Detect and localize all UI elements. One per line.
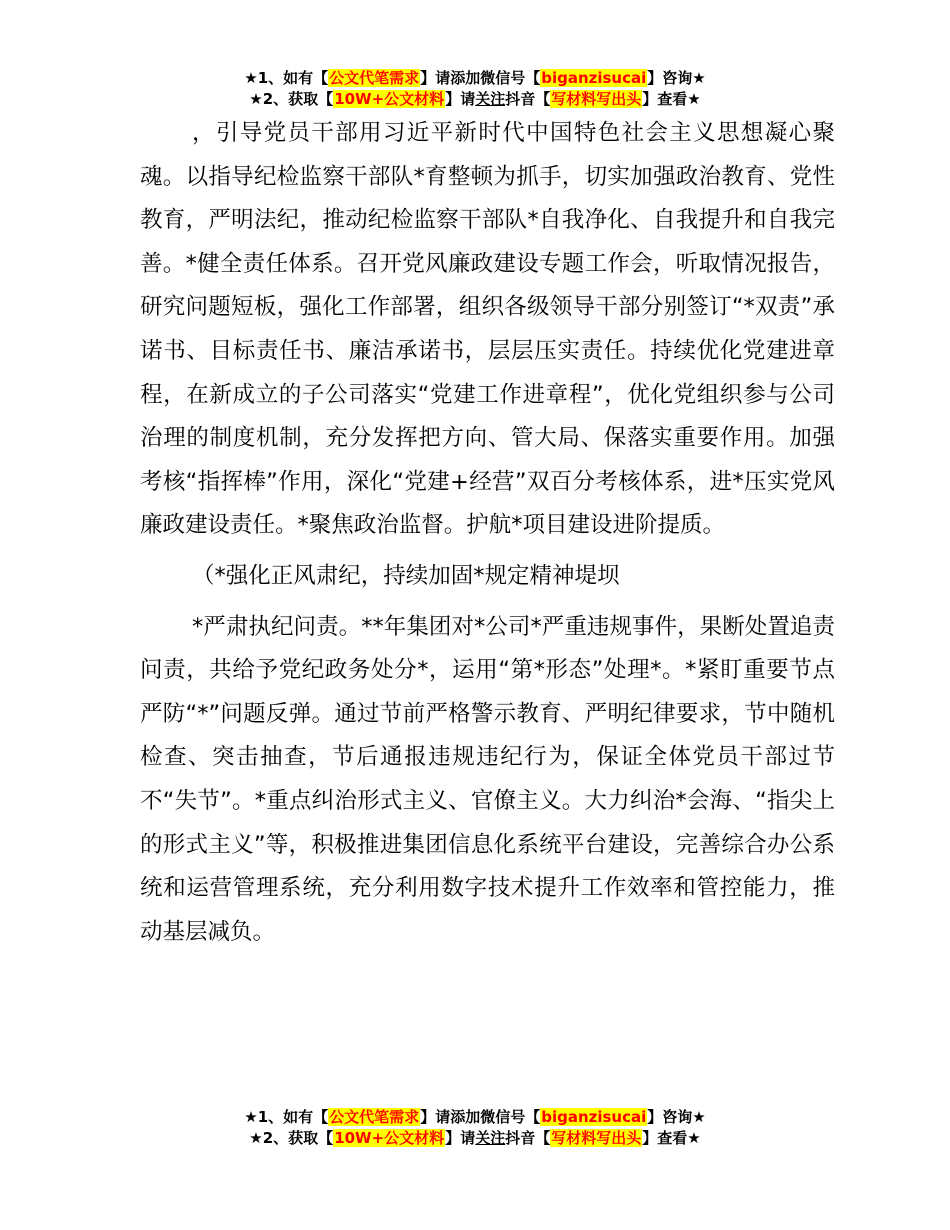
- banner-line-2: [0, 89, 950, 110]
- highlight-materials: 10W+公文材料: [334, 1129, 445, 1147]
- banner-text: ★2、获取【: [249, 1129, 334, 1147]
- paragraph-1: ，引导党员干部用习近平新时代中国特色社会主义思想凝心聚魂。以指导纪检监察干部队*育整顿为抓手，切实加强政治教育、党性教育，严明法纪，推动纪检监察干部队*自我净化、自我提升和自我完善。*健全责任体系。召开党风廉政建设专题工作会，听取情况报告，研究问题短板，强化工作部署，组织各级领导干部分别签订“*双责”承诺书、目标责任书、廉洁承诺书，层层压实责任。持续优化党建进章程，在新成立的子公司落实“党建工作进章程”，优化党组织参与公司治理的制度机制，充分发挥把方向、管大局、保落实重要作用。加强考核“指挥棒”作用，深化“党建+经营”双百分考核体系，进*压实党风廉政建设责任。*聚焦政治监督。护航*项目建设进阶提质。: [140, 120, 835, 539]
- banner-text: 】请添加微信号【: [420, 1108, 541, 1126]
- banner-text: ★1、如有【: [244, 69, 329, 87]
- highlight-ghostwriting: 公文代笔需求: [329, 69, 420, 87]
- section-heading: （*强化正风肃纪，持续加固*规定精神堤坝: [192, 562, 620, 589]
- underlined-follow: 关注: [475, 90, 506, 108]
- banner-text: 抖音【: [505, 1129, 551, 1147]
- banner-text: 抖音【: [505, 90, 551, 108]
- document-body: [140, 112, 835, 954]
- paragraph-2: *严肃执纪问责。**年集团对*公司*严重违规事件，果断处置追责问责，共给予党纪政务处分*，运用“第*形态”处理*。*紧盯重要节点严防“*”问题反弹。通过节前严格警示教育、严明纪律要求，节中随机检查、突击抽查，节后通报违规违纪行为，保证全体党员干部过节不“失节”。*重点纠治形式主义、官僚主义。大力纠治*会海、“指尖上的形式主义”等，积极推进集团信息化系统平台建设，完善综合办公系统和运营管理系统，充分利用数字技术提升工作效率和管控能力，推动基层减负。: [140, 613, 835, 945]
- banner-text: ★1、如有【: [244, 1108, 329, 1126]
- highlight-douyin: 写材料写出头: [551, 90, 642, 108]
- highlight-wechat-id: biganzisucai: [541, 1108, 647, 1126]
- banner-text: 】咨询★: [647, 1108, 706, 1126]
- highlight-wechat-id: biganzisucai: [541, 69, 647, 87]
- underlined-follow: 关注: [475, 1129, 506, 1147]
- banner-line-2: [0, 1128, 950, 1149]
- header-banner: [0, 68, 950, 110]
- highlight-materials: 10W+公文材料: [334, 90, 445, 108]
- highlight-ghostwriting: 公文代笔需求: [329, 1108, 420, 1126]
- banner-text: 】请: [445, 90, 476, 108]
- footer-banner: [0, 1107, 950, 1149]
- highlight-douyin: 写材料写出头: [551, 1129, 642, 1147]
- banner-text: ★2、获取【: [249, 90, 334, 108]
- banner-line-1: [0, 1107, 950, 1128]
- banner-text: 】查看★: [642, 90, 701, 108]
- banner-text: 】咨询★: [647, 69, 706, 87]
- banner-text: 】请添加微信号【: [420, 69, 541, 87]
- banner-line-1: [0, 68, 950, 89]
- banner-text: 】请: [445, 1129, 476, 1147]
- banner-text: 】查看★: [642, 1129, 701, 1147]
